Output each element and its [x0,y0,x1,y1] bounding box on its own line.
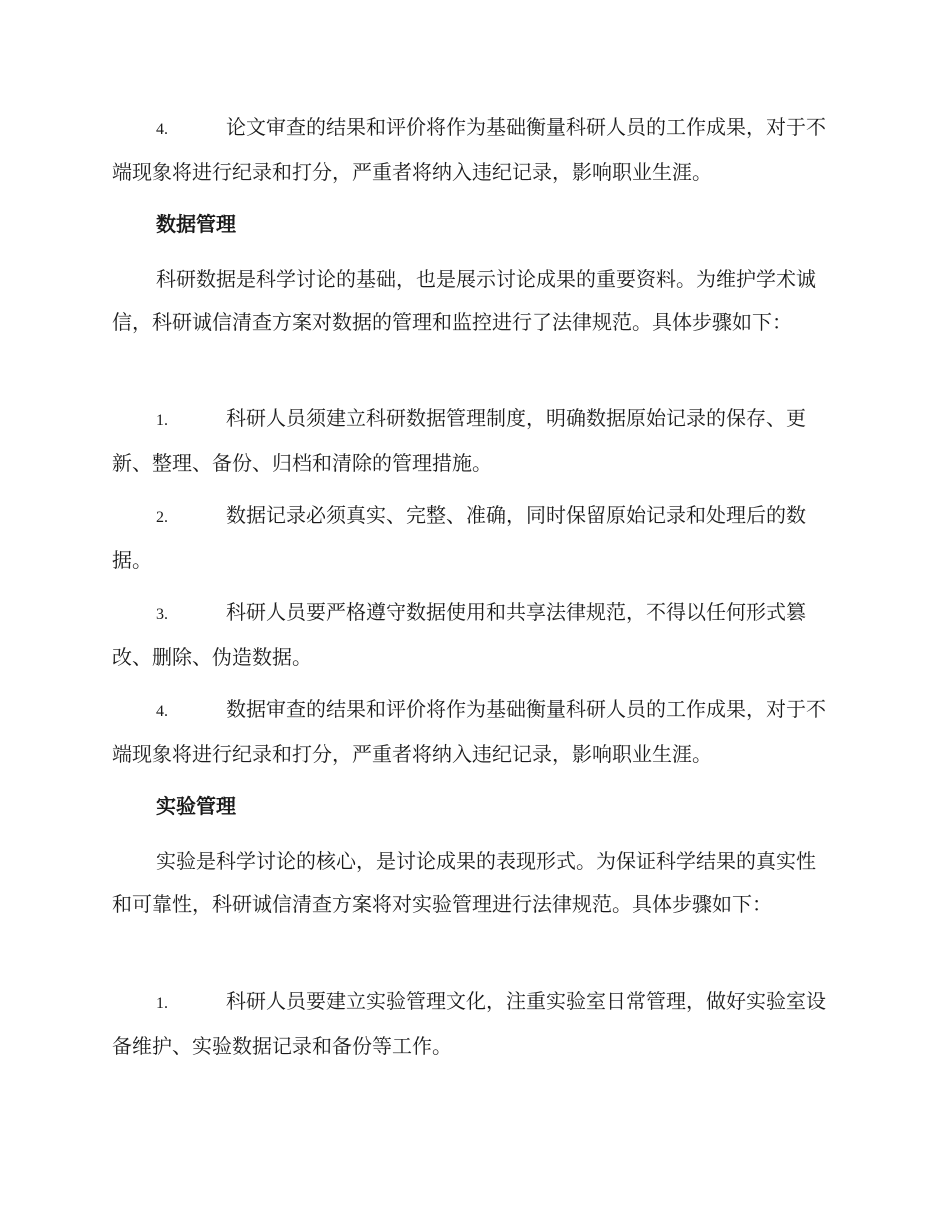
list-text: 论文审查的结果和评价将作为基础衡量科研人员的工作成果，对于不端现象将进行纪录和打分，严重者将纳入违纪记录，影响职业生涯。 [112,115,826,184]
list-number: 4. [156,121,168,138]
list-number: 3. [156,606,168,623]
list-item [112,688,834,776]
list-item [112,106,834,194]
list-item [112,494,834,582]
list-number: 1. [156,995,168,1012]
list-text: 科研人员要严格遵守数据使用和共享法律规范，不得以任何形式篡改、删除、伪造数据。 [112,600,806,669]
list-item [112,591,834,679]
section-heading: 数据管理 [156,212,236,236]
section-heading: 实验管理 [156,794,236,818]
list-text: 科研人员要建立实验管理文化，注重实验室日常管理，做好实验室设备维护、实验数据记录和备份等工作。 [112,989,826,1058]
paragraph: 实验是科学讨论的核心，是讨论成果的表现形式。为保证科学结果的真实性和可靠性，科研诚信清查方案将对实验管理进行法律规范。具体步骤如下： [112,849,816,916]
list-number: 2. [156,509,168,526]
list-item [112,397,834,485]
list-text: 科研人员须建立科研数据管理制度，明确数据原始记录的保存、更新、整理、备份、归档和清除的管理措施。 [112,406,806,475]
list-text: 数据审查的结果和评价将作为基础衡量科研人员的工作成果，对于不端现象将进行纪录和打分，严重者将纳入违纪记录，影响职业生涯。 [112,697,826,766]
list-number: 1. [156,412,168,429]
list-number: 4. [156,703,168,720]
paragraph: 科研数据是科学讨论的基础，也是展示讨论成果的重要资料。为维护学术诚信，科研诚信清查方案对数据的管理和监控进行了法律规范。具体步骤如下： [112,267,816,334]
list-text: 数据记录必须真实、完整、准确，同时保留原始记录和处理后的数据。 [112,503,806,572]
list-item [112,980,834,1068]
